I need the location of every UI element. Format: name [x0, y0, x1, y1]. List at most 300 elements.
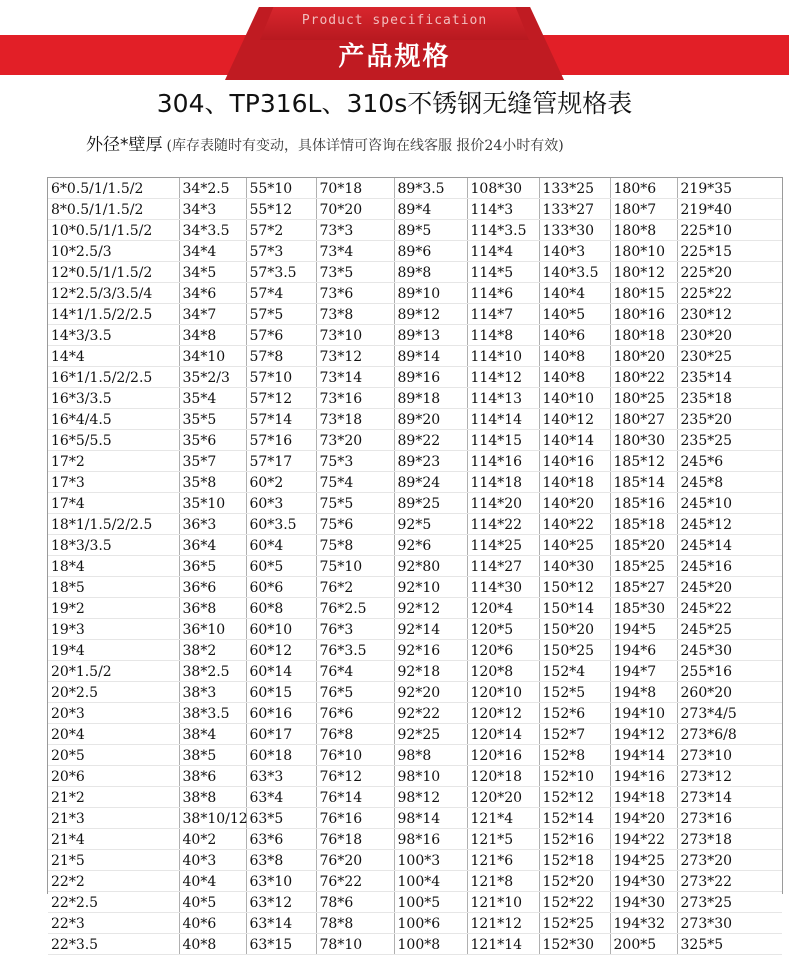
table-cell: 22*3.5 — [48, 934, 179, 955]
table-cell: 120*8 — [467, 661, 539, 682]
table-cell: 120*12 — [467, 703, 539, 724]
table-cell: 273*22 — [677, 871, 782, 892]
table-cell: 194*32 — [610, 913, 677, 934]
table-cell: 63*10 — [246, 871, 316, 892]
table-cell: 152*4 — [539, 661, 610, 682]
table-cell: 92*14 — [394, 619, 467, 640]
table-cell: 55*10 — [246, 178, 316, 199]
table-cell: 76*14 — [316, 787, 394, 808]
table-cell: 63*8 — [246, 850, 316, 871]
table-cell: 20*5 — [48, 745, 179, 766]
page-title: 304、TP316L、310s不锈钢无缝管规格表 — [156, 89, 633, 118]
table-cell: 22*2.5 — [48, 892, 179, 913]
table-row — [48, 661, 782, 682]
table-row — [48, 283, 782, 304]
table-cell: 194*12 — [610, 724, 677, 745]
table-cell: 18*1/1.5/2/2.5 — [48, 514, 179, 535]
table-cell: 38*3.5 — [179, 703, 246, 724]
table-cell: 92*20 — [394, 682, 467, 703]
table-cell: 76*2.5 — [316, 598, 394, 619]
table-cell: 60*4 — [246, 535, 316, 556]
table-cell: 114*7 — [467, 304, 539, 325]
table-cell: 8*0.5/1/1.5/2 — [48, 199, 179, 220]
table-cell: 121*5 — [467, 829, 539, 850]
table-cell: 152*5 — [539, 682, 610, 703]
table-cell: 17*2 — [48, 451, 179, 472]
table-cell: 89*14 — [394, 346, 467, 367]
table-cell: 180*8 — [610, 220, 677, 241]
table-cell: 73*16 — [316, 388, 394, 409]
table-cell: 133*27 — [539, 199, 610, 220]
table-cell: 92*16 — [394, 640, 467, 661]
table-cell: 75*6 — [316, 514, 394, 535]
table-cell: 120*6 — [467, 640, 539, 661]
table-cell: 194*5 — [610, 619, 677, 640]
table-cell: 120*10 — [467, 682, 539, 703]
table-cell: 245*25 — [677, 619, 782, 640]
table-cell: 60*17 — [246, 724, 316, 745]
table-row — [48, 829, 782, 850]
table-row — [48, 514, 782, 535]
table-cell: 73*12 — [316, 346, 394, 367]
table-cell: 89*3.5 — [394, 178, 467, 199]
table-cell: 114*4 — [467, 241, 539, 262]
table-row — [48, 220, 782, 241]
table-cell: 120*18 — [467, 766, 539, 787]
table-cell: 63*4 — [246, 787, 316, 808]
table-row — [48, 451, 782, 472]
table-cell: 100*6 — [394, 913, 467, 934]
table-row — [48, 766, 782, 787]
table-cell: 19*3 — [48, 619, 179, 640]
table-row — [48, 493, 782, 514]
table-cell: 75*3 — [316, 451, 394, 472]
table-cell: 35*5 — [179, 409, 246, 430]
table-cell: 194*25 — [610, 850, 677, 871]
table-cell: 150*14 — [539, 598, 610, 619]
table-cell: 180*10 — [610, 241, 677, 262]
table-cell: 78*8 — [316, 913, 394, 934]
table-cell: 57*16 — [246, 430, 316, 451]
table-cell: 152*30 — [539, 934, 610, 955]
table-cell: 325*5 — [677, 934, 782, 955]
table-row — [48, 619, 782, 640]
table-row — [48, 892, 782, 913]
table-cell: 230*25 — [677, 346, 782, 367]
table-row — [48, 325, 782, 346]
table-cell: 235*18 — [677, 388, 782, 409]
table-cell: 140*25 — [539, 535, 610, 556]
table-cell: 76*3.5 — [316, 640, 394, 661]
table-row — [48, 199, 782, 220]
table-cell: 20*4 — [48, 724, 179, 745]
table-cell: 73*4 — [316, 241, 394, 262]
table-cell: 70*18 — [316, 178, 394, 199]
table-cell: 245*16 — [677, 556, 782, 577]
table-cell: 140*22 — [539, 514, 610, 535]
table-cell: 245*14 — [677, 535, 782, 556]
table-cell: 40*8 — [179, 934, 246, 955]
table-cell: 36*5 — [179, 556, 246, 577]
table-cell: 36*6 — [179, 577, 246, 598]
table-cell: 78*10 — [316, 934, 394, 955]
table-cell: 180*15 — [610, 283, 677, 304]
table-row — [48, 388, 782, 409]
table-cell: 194*6 — [610, 640, 677, 661]
table-cell: 185*20 — [610, 535, 677, 556]
table-cell: 36*8 — [179, 598, 246, 619]
table-cell: 55*12 — [246, 199, 316, 220]
table-cell: 40*2 — [179, 829, 246, 850]
table-cell: 57*17 — [246, 451, 316, 472]
table-cell: 140*3.5 — [539, 262, 610, 283]
table-cell: 10*2.5/3 — [48, 241, 179, 262]
table-cell: 100*4 — [394, 871, 467, 892]
table-cell: 40*4 — [179, 871, 246, 892]
table-row — [48, 556, 782, 577]
table-cell: 89*10 — [394, 283, 467, 304]
table-row — [48, 430, 782, 451]
table-cell: 63*15 — [246, 934, 316, 955]
table-cell: 35*2/3 — [179, 367, 246, 388]
table-cell: 114*10 — [467, 346, 539, 367]
table-cell: 140*20 — [539, 493, 610, 514]
table-cell: 76*3 — [316, 619, 394, 640]
table-cell: 152*25 — [539, 913, 610, 934]
table-cell: 194*30 — [610, 871, 677, 892]
table-cell: 180*27 — [610, 409, 677, 430]
table-cell: 63*5 — [246, 808, 316, 829]
table-cell: 185*25 — [610, 556, 677, 577]
table-row — [48, 808, 782, 829]
table-cell: 114*8 — [467, 325, 539, 346]
table-cell: 14*1/1.5/2/2.5 — [48, 304, 179, 325]
table-row — [48, 850, 782, 871]
table-row — [48, 787, 782, 808]
table-cell: 185*16 — [610, 493, 677, 514]
table-cell: 75*4 — [316, 472, 394, 493]
table-cell: 185*27 — [610, 577, 677, 598]
table-cell: 245*22 — [677, 598, 782, 619]
table-cell: 63*14 — [246, 913, 316, 934]
table-cell: 100*3 — [394, 850, 467, 871]
table-cell: 235*14 — [677, 367, 782, 388]
table-cell: 73*10 — [316, 325, 394, 346]
table-cell: 89*12 — [394, 304, 467, 325]
table-cell: 152*14 — [539, 808, 610, 829]
table-cell: 225*15 — [677, 241, 782, 262]
table-cell: 92*22 — [394, 703, 467, 724]
table-cell: 121*10 — [467, 892, 539, 913]
table-cell: 150*12 — [539, 577, 610, 598]
table-cell: 140*18 — [539, 472, 610, 493]
table-cell: 273*16 — [677, 808, 782, 829]
table-cell: 73*20 — [316, 430, 394, 451]
table-cell: 75*5 — [316, 493, 394, 514]
table-cell: 60*3 — [246, 493, 316, 514]
table-cell: 194*30 — [610, 892, 677, 913]
table-cell: 273*14 — [677, 787, 782, 808]
subtitle — [86, 130, 564, 155]
table-cell: 108*30 — [467, 178, 539, 199]
table-cell: 73*5 — [316, 262, 394, 283]
table-cell: 180*25 — [610, 388, 677, 409]
table-cell: 180*22 — [610, 367, 677, 388]
table-cell: 63*3 — [246, 766, 316, 787]
table-cell: 60*16 — [246, 703, 316, 724]
table-cell: 63*6 — [246, 829, 316, 850]
table-cell: 194*7 — [610, 661, 677, 682]
table-cell: 89*6 — [394, 241, 467, 262]
table-cell: 73*18 — [316, 409, 394, 430]
table-cell: 73*3 — [316, 220, 394, 241]
table-cell: 180*18 — [610, 325, 677, 346]
table-cell: 194*18 — [610, 787, 677, 808]
table-row — [48, 871, 782, 892]
table-cell: 38*2.5 — [179, 661, 246, 682]
table-cell: 38*10/12 — [179, 808, 246, 829]
table-cell: 273*12 — [677, 766, 782, 787]
table-cell: 60*12 — [246, 640, 316, 661]
table-cell: 22*3 — [48, 913, 179, 934]
table-cell: 185*14 — [610, 472, 677, 493]
table-cell: 92*25 — [394, 724, 467, 745]
table-cell: 140*30 — [539, 556, 610, 577]
spec-table-body — [48, 178, 782, 955]
table-row — [48, 304, 782, 325]
table-cell: 70*20 — [316, 199, 394, 220]
table-cell: 57*6 — [246, 325, 316, 346]
table-row — [48, 178, 782, 199]
table-cell: 60*6 — [246, 577, 316, 598]
table-cell: 114*13 — [467, 388, 539, 409]
table-cell: 92*10 — [394, 577, 467, 598]
table-row — [48, 577, 782, 598]
table-cell: 225*10 — [677, 220, 782, 241]
table-cell: 22*2 — [48, 871, 179, 892]
table-cell: 35*4 — [179, 388, 246, 409]
table-cell: 180*30 — [610, 430, 677, 451]
table-cell: 150*20 — [539, 619, 610, 640]
table-row — [48, 598, 782, 619]
table-cell: 40*6 — [179, 913, 246, 934]
table-cell: 18*4 — [48, 556, 179, 577]
table-row — [48, 724, 782, 745]
table-cell: 273*25 — [677, 892, 782, 913]
table-cell: 140*8 — [539, 367, 610, 388]
table-cell: 16*3/3.5 — [48, 388, 179, 409]
header-banner — [0, 0, 789, 80]
table-cell: 34*3.5 — [179, 220, 246, 241]
table-cell: 219*40 — [677, 199, 782, 220]
table-row — [48, 934, 782, 955]
table-cell: 57*4 — [246, 283, 316, 304]
table-cell: 255*16 — [677, 661, 782, 682]
table-cell: 57*12 — [246, 388, 316, 409]
table-cell: 20*6 — [48, 766, 179, 787]
table-cell: 235*20 — [677, 409, 782, 430]
table-cell: 76*22 — [316, 871, 394, 892]
table-cell: 57*14 — [246, 409, 316, 430]
table-cell: 114*3.5 — [467, 220, 539, 241]
table-cell: 140*10 — [539, 388, 610, 409]
table-cell: 114*5 — [467, 262, 539, 283]
table-cell: 35*8 — [179, 472, 246, 493]
table-cell: 114*12 — [467, 367, 539, 388]
table-cell: 76*10 — [316, 745, 394, 766]
table-cell: 34*6 — [179, 283, 246, 304]
spec-table — [48, 178, 782, 955]
table-cell: 185*18 — [610, 514, 677, 535]
table-cell: 89*5 — [394, 220, 467, 241]
table-cell: 114*15 — [467, 430, 539, 451]
table-cell: 133*30 — [539, 220, 610, 241]
table-cell: 76*8 — [316, 724, 394, 745]
table-cell: 35*10 — [179, 493, 246, 514]
table-cell: 140*5 — [539, 304, 610, 325]
table-cell: 89*13 — [394, 325, 467, 346]
table-cell: 273*10 — [677, 745, 782, 766]
table-cell: 21*2 — [48, 787, 179, 808]
banner-english-label: Product specification — [301, 13, 488, 28]
table-cell: 73*8 — [316, 304, 394, 325]
table-cell: 34*10 — [179, 346, 246, 367]
table-cell: 180*16 — [610, 304, 677, 325]
banner-chinese-label: 产品规格 — [338, 42, 451, 72]
table-cell: 76*20 — [316, 850, 394, 871]
table-cell: 20*2.5 — [48, 682, 179, 703]
table-cell: 60*15 — [246, 682, 316, 703]
table-cell: 89*4 — [394, 199, 467, 220]
table-cell: 120*5 — [467, 619, 539, 640]
table-cell: 75*8 — [316, 535, 394, 556]
table-cell: 57*10 — [246, 367, 316, 388]
table-cell: 152*20 — [539, 871, 610, 892]
table-cell: 150*25 — [539, 640, 610, 661]
table-cell: 92*6 — [394, 535, 467, 556]
table-cell: 114*27 — [467, 556, 539, 577]
table-cell: 92*80 — [394, 556, 467, 577]
table-cell: 114*30 — [467, 577, 539, 598]
table-cell: 75*10 — [316, 556, 394, 577]
table-cell: 245*8 — [677, 472, 782, 493]
subtitle-lead: 外径*壁厚 — [86, 135, 163, 155]
table-cell: 38*6 — [179, 766, 246, 787]
table-cell: 194*14 — [610, 745, 677, 766]
table-cell: 57*2 — [246, 220, 316, 241]
table-cell: 114*22 — [467, 514, 539, 535]
table-cell: 152*16 — [539, 829, 610, 850]
table-cell: 121*6 — [467, 850, 539, 871]
table-cell: 230*12 — [677, 304, 782, 325]
table-cell: 34*3 — [179, 199, 246, 220]
table-cell: 60*2 — [246, 472, 316, 493]
table-cell: 180*20 — [610, 346, 677, 367]
table-cell: 273*20 — [677, 850, 782, 871]
table-cell: 185*30 — [610, 598, 677, 619]
table-cell: 140*14 — [539, 430, 610, 451]
table-cell: 63*12 — [246, 892, 316, 913]
table-cell: 152*7 — [539, 724, 610, 745]
table-cell: 100*8 — [394, 934, 467, 955]
table-cell: 98*14 — [394, 808, 467, 829]
table-cell: 273*18 — [677, 829, 782, 850]
table-cell: 89*18 — [394, 388, 467, 409]
table-cell: 114*3 — [467, 199, 539, 220]
table-cell: 40*5 — [179, 892, 246, 913]
table-cell: 120*4 — [467, 598, 539, 619]
table-cell: 78*6 — [316, 892, 394, 913]
table-cell: 34*2.5 — [179, 178, 246, 199]
table-cell: 230*20 — [677, 325, 782, 346]
table-cell: 152*18 — [539, 850, 610, 871]
table-cell: 14*4 — [48, 346, 179, 367]
table-cell: 34*4 — [179, 241, 246, 262]
table-cell: 18*5 — [48, 577, 179, 598]
table-cell: 273*6/8 — [677, 724, 782, 745]
table-cell: 219*35 — [677, 178, 782, 199]
table-cell: 38*3 — [179, 682, 246, 703]
table-cell: 89*8 — [394, 262, 467, 283]
table-cell: 92*18 — [394, 661, 467, 682]
table-cell: 180*7 — [610, 199, 677, 220]
table-cell: 89*23 — [394, 451, 467, 472]
table-cell: 76*18 — [316, 829, 394, 850]
spec-table-container — [47, 177, 783, 954]
table-cell: 180*12 — [610, 262, 677, 283]
table-cell: 185*12 — [610, 451, 677, 472]
table-cell: 19*4 — [48, 640, 179, 661]
table-cell: 89*22 — [394, 430, 467, 451]
table-cell: 38*5 — [179, 745, 246, 766]
table-cell: 38*8 — [179, 787, 246, 808]
table-cell: 76*5 — [316, 682, 394, 703]
table-cell: 36*4 — [179, 535, 246, 556]
table-cell: 12*0.5/1/1.5/2 — [48, 262, 179, 283]
table-cell: 89*16 — [394, 367, 467, 388]
table-cell: 34*7 — [179, 304, 246, 325]
table-cell: 114*6 — [467, 283, 539, 304]
table-cell: 17*3 — [48, 472, 179, 493]
table-row — [48, 703, 782, 724]
table-cell: 140*4 — [539, 283, 610, 304]
table-cell: 114*20 — [467, 493, 539, 514]
table-cell: 89*24 — [394, 472, 467, 493]
table-cell: 38*4 — [179, 724, 246, 745]
table-cell: 245*30 — [677, 640, 782, 661]
table-cell: 120*16 — [467, 745, 539, 766]
table-cell: 36*10 — [179, 619, 246, 640]
table-cell: 60*5 — [246, 556, 316, 577]
table-cell: 121*14 — [467, 934, 539, 955]
table-cell: 19*2 — [48, 598, 179, 619]
table-cell: 20*1.5/2 — [48, 661, 179, 682]
table-row — [48, 640, 782, 661]
table-cell: 245*20 — [677, 577, 782, 598]
table-cell: 235*25 — [677, 430, 782, 451]
table-cell: 120*20 — [467, 787, 539, 808]
table-cell: 121*8 — [467, 871, 539, 892]
table-cell: 225*22 — [677, 283, 782, 304]
table-cell: 35*6 — [179, 430, 246, 451]
table-cell: 89*20 — [394, 409, 467, 430]
table-cell: 6*0.5/1/1.5/2 — [48, 178, 179, 199]
table-cell: 98*12 — [394, 787, 467, 808]
table-cell: 76*16 — [316, 808, 394, 829]
table-cell: 76*12 — [316, 766, 394, 787]
table-cell: 21*3 — [48, 808, 179, 829]
table-cell: 60*8 — [246, 598, 316, 619]
